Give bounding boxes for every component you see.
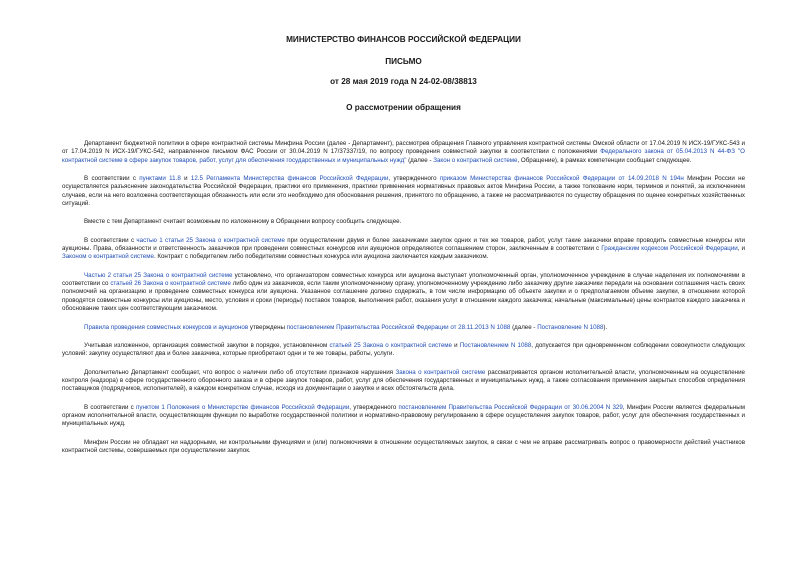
link-resolution-1088-short[interactable]: Постановление N 1088 <box>537 323 604 331</box>
paragraph-3: Вместе с тем Департамент считает возможным по изложенному в Обращении вопросу сообщить следующее. <box>84 218 402 226</box>
link-contract-system-law[interactable]: Закон о контрактной системе <box>433 156 518 164</box>
paragraph-5: Частью 2 статьи 25 Закона о контрактной системе установлено, что организатором совместных конкурса или аукциона выступает уполномоченный орган, уполномоченное учреждение в случае наделения их полномочиями в соответствии со статьей 26 Закона о контрактной системе либо один из заказчиков, если таким уполномоченному органу, уполномоченному учреждению либо заказчику другие заказчики передали на основании соглашения часть своих полномочий на организацию и проведение совместных конкурса или аукциона. Указанное соглашение должно содержать, в том числе информацию об объекте закупки и о предполагаемом объеме закупки, в отношении которой проводятся совместные конкурсы или аукционы, место, условия и сроки (периоды) поставок товаров, выполнения работ, оказания услуг в отношении каждого заказчика; начальные (максимальные) цены контрактов каждого заказчика и обоснование таких цен соответствующим заказчиком. <box>62 271 745 313</box>
link-clause-11-8[interactable]: пунктами 11.8 <box>139 175 181 183</box>
paragraph-4: В соответствии с частью 1 статьи 25 Закона о контрактной системе при осуществлении двумя и более заказчиками закупок одних и тех же товаров, работ, услуг такие заказчики вправе проводить совместные конкурсы или аукционы. Права, обязанности и ответственность заказчиков при проведении совместных конкурсов или аукционов определяются соглашением сторон, заключенным в соответствии с Гражданским кодексом Российской Федерации, и Законом о контрактной системе. Контракт с победителем либо победителями совместных конкурса или аукциона заключается каждым заказчиком. <box>62 236 745 261</box>
link-contract-system-law-2[interactable]: Законом о контрактной системе <box>62 253 154 261</box>
link-order-194n[interactable]: приказом Министерства финансов Российской Федерации от 14.09.2018 N 194н <box>439 175 684 183</box>
paragraph-1: Департамент бюджетной политики в сфере контрактной системы Минфина России (далее - Департамент), рассмотрев обращения Главного управления контрактной системы Омской области от 17.04.2019 N ИСХ-19/ГУКС-543 и от 17.04.2019 N ИСХ-19/ГУКС-542, направленное письмом ФАС России от 30.04.2019 N 17/37337/19, по вопросу проведения совместной закупки в соответствии с положениями Федерального закона от 05.04.2013 N 44-ФЗ "О контрактной системе в сфере закупок товаров, работ, услуг для обеспечения государственных и муниципальных нужд" (далее - Закон о контрактной системе, Обращение), в рамках компетенции сообщает следующее. <box>62 140 745 164</box>
link-resolution-1088-2[interactable]: Постановлением N 1088 <box>459 341 532 349</box>
link-clause-12-5-regulation[interactable]: 12.5 Регламента Министерства финансов Российской Федерации <box>190 175 389 183</box>
link-federal-law-44fz[interactable]: Федерального закона от 05.04.2013 N 44-ФЗ "О контрактной системе в сфере закупок товаров, работ, услуг для обеспечения государственных и муниципальных нужд" <box>62 148 745 164</box>
date-number-heading: от 28 мая 2019 года N 24-02-08/38813 <box>330 77 477 86</box>
paragraph-10: Минфин России не обладает ни надзорными, ни контрольными функциями и (или) полномочиями в отношении осуществляемых закупок, в связи с чем не вправе рассматривать вопрос о правомерности действий участников контрактной системы, совершаемых при осуществлении закупок. <box>62 438 745 454</box>
link-article-26[interactable]: статьей 26 Закона о контрактной системе <box>110 280 231 288</box>
paragraph-8: Дополнительно Департамент сообщает, что вопрос о наличии либо об отсутствии признаков нарушения Закона о контрактной системе рассматривается органом исполнительной власти, уполномоченным на осуществление контроля (надзора) в сфере государственного оборонного заказа и в сфере закупок товаров, работ, услуг для обеспечения государственных и муниципальных нужд, а также согласования применения закрытых способов определения поставщиков (подрядчиков, исполнителей), в каждом конкретном случае, исходя из документации о закупке и всех обстоятельств дела. <box>62 368 745 393</box>
link-article-25-part-2[interactable]: Частью 2 статьи 25 Закона о контрактной системе <box>84 271 233 279</box>
link-article-25[interactable]: статьей 25 Закона о контрактной системе <box>329 341 452 349</box>
paragraph-2: В соответствии с пунктами 11.8 и 12.5 Регламента Министерства финансов Российской Федерации, утвержденного приказом Министерства финансов Российской Федерации от 14.09.2018 N 194н Минфин России не осуществляется разъяснение законодательства Российской Федерации, практики его применения, практики применения нормативных правовых актов Минфина России, а также толкование норм, терминов и понятий, за исключением случаев, если на него возложена соответствующая обязанность или если это необходимо для обоснования решения, принятого по обращению, а также не рассматриваются по существу обращения по оценке конкретных хозяйственных ситуаций. <box>62 175 746 208</box>
ministry-heading: МИНИСТЕРСТВО ФИНАНСОВ РОССИЙСКОЙ ФЕДЕРАЦИИ <box>286 35 521 44</box>
paragraph-9: В соответствии с пунктом 1 Положения о Министерстве финансов Российской Федерации, утвержденного постановлением Правительства Российской Федерации от 30.06.2004 N 329, Минфин России является федеральным органом исполнительной власти, осуществляющим функции по выработке государственной политики и нормативно-правовому регулированию в сфере осуществления закупок товаров, работ, услуг для обеспечения государственных и муниципальных нужд. <box>62 403 746 428</box>
paragraph-6: Правила проведения совместных конкурсов и аукционов утверждены постановлением Правительства Российской Федерации от 28.11.2013 N 1088 (далее - Постановление N 1088). <box>84 323 608 331</box>
link-ministry-regulation-clause-1[interactable]: пунктом 1 Положения о Министерстве финансов Российской Федерации <box>136 403 350 411</box>
link-resolution-329[interactable]: постановлением Правительства Российской Федерации от 30.06.2004 N 329 <box>398 403 623 411</box>
link-joint-tender-rules[interactable]: Правила проведения совместных конкурсов и аукционов <box>84 323 249 331</box>
link-contract-system-law-3[interactable]: Закона о контрактной системе <box>395 368 486 376</box>
link-civil-code[interactable]: Гражданским кодексом Российской Федерации <box>601 245 738 253</box>
subject-heading: О рассмотрении обращения <box>346 103 461 112</box>
link-article-25-part-1[interactable]: частью 1 статьи 25 Закона о контрактной системе <box>136 236 285 244</box>
doc-type-heading: ПИСЬМО <box>385 57 422 66</box>
paragraph-7: Учитывая изложенное, организация совместной закупки в порядке, установленном статьей 25 Закона о контрактной системе и Постановлением N 1088, допускается при одновременном соблюдении совокупности следующих условий: закупку осуществляют два и более заказчика, которые приобретают одни и те же товары, работы, услуги. <box>62 341 745 358</box>
link-resolution-1088[interactable]: постановлением Правительства Российской Федерации от 28.11.2013 N 1088 <box>286 323 511 331</box>
